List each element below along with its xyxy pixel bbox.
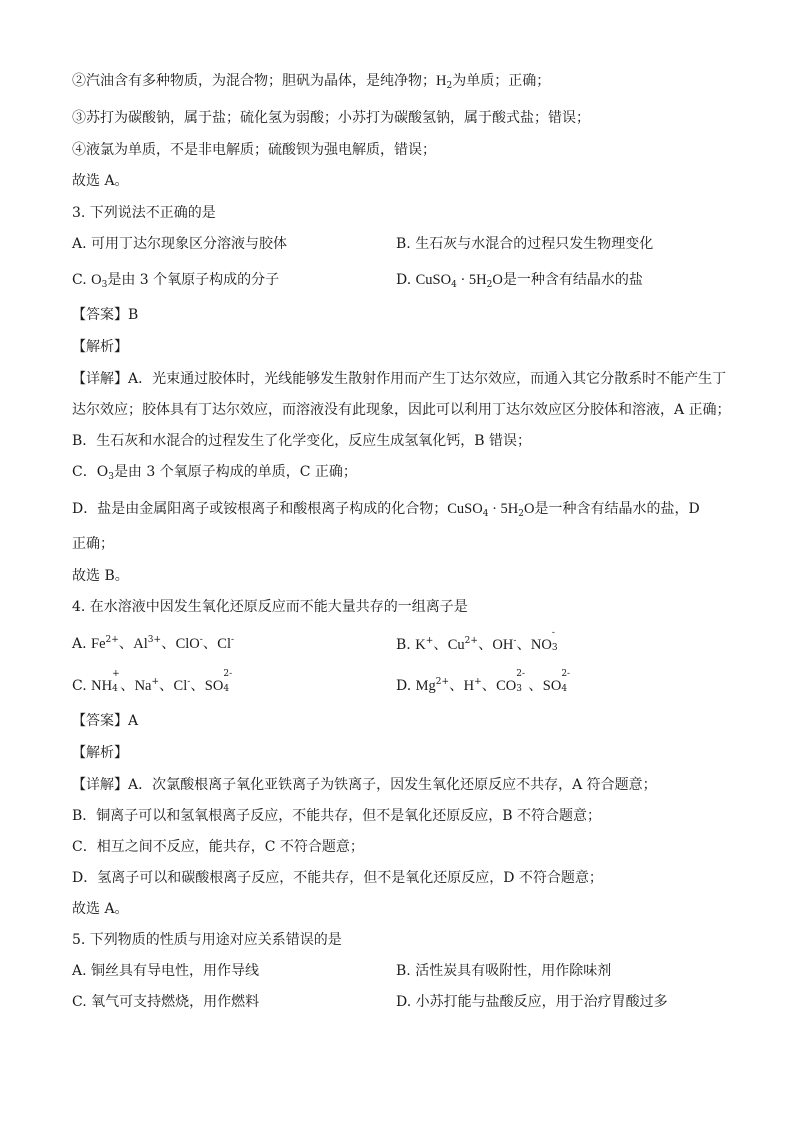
formula: CuSO bbox=[415, 272, 452, 288]
analysis-label: 【解析】 bbox=[72, 745, 128, 761]
explanation-line: 故选 B。 bbox=[72, 568, 129, 584]
subscript: 2 bbox=[446, 81, 453, 91]
explanation-line: 【详解】A．光束通过胶体时，光线能够发生散射作用而产生丁达尔效应，而通入其它分散系时不能产生丁 bbox=[72, 371, 727, 387]
explanation-line: D．盐是由金属阳离子或铵根离子和酸根离子构成的化合物；CuSO$_4$ · $5H_2O$是一种含有结晶水的盐，D bbox=[72, 501, 700, 519]
explanation-line: B．生石灰和水混合的过程发生了化学变化，反应生成氢氧化钙，B 错误； bbox=[72, 433, 532, 449]
text-line: 故选 A。 bbox=[72, 173, 129, 189]
option-a: A. $Fe^{2+}$、$Al^{3+}$、ClO-、Cl- bbox=[72, 635, 235, 652]
option-d: D. $Mg^{2+}$、H+、CO 2- 3 、SO 2- 4 bbox=[396, 669, 571, 694]
text-segment: ②汽油含有多种物质，为混合物；胆矾为晶体，是纯净物； bbox=[72, 73, 436, 89]
text-segment: 为单质；正确； bbox=[452, 73, 551, 89]
answer-label: 【答案】A bbox=[72, 713, 139, 729]
explanation-line: D．氢离子可以和碳酸根离子反应，不能共存，但不是氧化还原反应，D 不符合题意； bbox=[72, 870, 603, 886]
option-b: B. 生石灰与水混合的过程只发生物理变化 bbox=[396, 236, 654, 252]
formula: O bbox=[91, 272, 102, 288]
question-stem: 5. 下列物质的性质与用途对应关系错误的是 bbox=[72, 932, 342, 948]
explanation-line: C．$O_3$是由 3 个氧原子构成的单质，C 正确； bbox=[72, 464, 357, 482]
text-line bbox=[72, 72, 550, 90]
option-a: A. 铜丝具有导电性，用作导线 bbox=[72, 963, 260, 979]
explanation-line: C．相互之间不反应，能共存，C 不符合题意； bbox=[72, 839, 364, 855]
option-b: B. K+、$Cu^{2+}$、OH-、NO - 3 bbox=[396, 628, 558, 653]
option-d: D. 小苏打能与盐酸反应，用于治疗胃酸过多 bbox=[396, 994, 668, 1010]
explanation-line: 正确； bbox=[72, 536, 114, 552]
option-d: D. CuSO$_4$ · $5H_2O$是一种含有结晶水的盐 bbox=[396, 272, 643, 290]
option-c: C. NH + 4 、Na+、Cl-、SO 2- 4 bbox=[72, 669, 233, 694]
text-line: ③苏打为碳酸钠，属于盐；硫化氢为弱酸；小苏打为碳酸氢钠，属于酸式盐；错误； bbox=[72, 110, 590, 126]
explanation-line: 故选 A。 bbox=[72, 901, 129, 917]
formula: CuSO bbox=[447, 501, 483, 517]
answer-label: 【答案】B bbox=[72, 307, 139, 323]
question-stem: 3. 下列说法不正确的是 bbox=[72, 205, 216, 221]
option-c: C. $O_3$是由 3 个氧原子构成的分子 bbox=[72, 272, 280, 290]
formula: H bbox=[436, 73, 447, 89]
text-line: ④液氯为单质，不是非电解质；硫酸钡为强电解质，错误； bbox=[72, 142, 436, 158]
explanation-line: 达尔效应；胶体具有丁达尔效应，而溶液没有此现象，因此可以利用丁达尔效应区分胶体和溶液，A 正确； bbox=[72, 402, 731, 418]
question-stem: 4. 在水溶液中因发生氧化还原反应而不能大量共存的一组离子是 bbox=[72, 599, 468, 615]
option-c: C. 氧气可支持燃烧，用作燃料 bbox=[72, 994, 260, 1010]
option-b: B. 活性炭具有吸附性，用作除味剂 bbox=[396, 963, 612, 979]
analysis-label: 【解析】 bbox=[72, 339, 128, 355]
explanation-line: B．铜离子可以和氢氧根离子反应，不能共存，但不是氧化还原反应，B 不符合题意； bbox=[72, 808, 602, 824]
option-a: A. 可用丁达尔现象区分溶液与胶体 bbox=[72, 236, 288, 252]
explanation-line: 【详解】A．次氯酸根离子氧化亚铁离子为铁离子，因发生氧化还原反应不共存，A 符合题意； bbox=[72, 777, 657, 793]
